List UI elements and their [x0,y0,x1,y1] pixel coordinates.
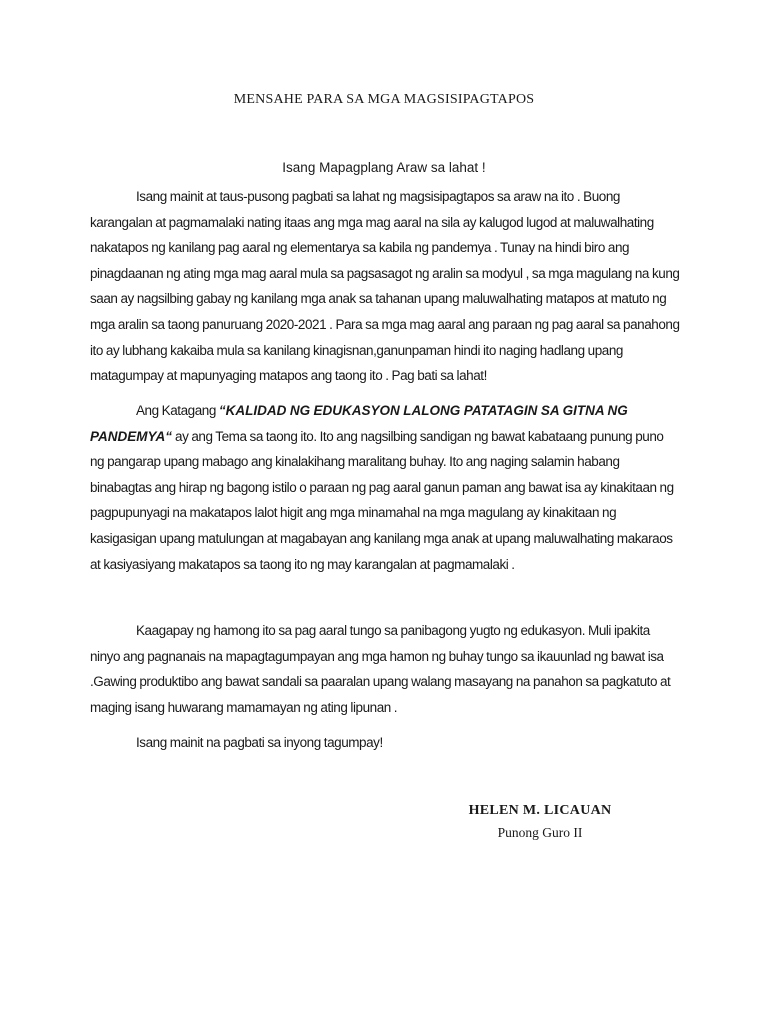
paragraph-1-text: Isang mainit at taus-pusong pagbati sa lahat ng magsisipagtapos sa araw na ito . Buong karangalan at pagmamalaki nating itaas ang mga mag aaral na sila ay kalugod lugod at maluwalhating nakatapos ng kanilang pag aaral ng elementarya sa kabila ng pandemya . Tunay na hindi biro ang pinagdaanan ng ating mga mag aaral mula sa pagsasagot ng aralin sa modyul , sa mga magulang na kung saan ay nagsilbing gabay ng kanilang mga anak sa tahanan upang maluwalhating matapos at matuto ng mga aralin sa taong panuruang 2020-2021 . Para sa mga mag aaral ang paraan ng pag aaral sa panahong ito ay lubhang kakaiba mula sa kanilang kinagisnan,ganunpaman hindi ito naging hadlang upang matagumpay at mapunyaging matapos ang taong ito . Pag bati sa lahat! [90,189,680,384]
greeting-line: Isang Mapagplang Araw sa lahat ! [282,160,486,175]
paragraph-2-intro: Ang Katagang [136,403,219,418]
signatory-position: Punong Guro II [497,825,583,840]
paragraph-2-rest: ay ang Tema sa taong ito. Ito ang nagsilbing sandigan ng bawat kabataang punung puno ng pangarap upang mabago ang kinalakihang maralitang buhay. Ito ang naging salamin habang binabagtas ang hirap ng bagong istilo o paraan ng pag aaral ganun paman ang bawat isa ay kinakitaan ng pagpupunyagi na makatapos lalot higit ang mga minamahal na mga magulang ay kinakitaan ng kasigasigan upang matulungan at magabayan ang kanilang mga anak at upang maluwalhating makaraos at kasiyasiyang makatapos sa taong ito ng may karangalan at pagmamalaki . [90,428,674,572]
paragraph-3 [90,618,680,720]
theme-quote: “KALIDAD NG EDUKASYON LALONG PATATAGIN SA GITNA NG PANDEMYA“ [90,403,628,444]
signatory-name: HELEN M. LICAUAN [468,803,612,818]
document-title: MENSAHE PARA SA MGA MAGSISIPAGTAPOS [233,92,535,107]
paragraph-1 [90,184,680,389]
signature-block [440,800,640,844]
paragraph-4-text: Isang mainit na pagbati sa inyong tagumpay! [136,735,383,750]
paragraph-2 [90,398,680,577]
paragraph-3-text: Kaagapay ng hamong ito sa pag aaral tungo sa panibagong yugto ng edukasyon. Muli ipakita ninyo ang pagnanais na mapagtagumpayan ang mga hamon ng buhay tungo sa ikauunlad ng bawat isa .Gawing produktibo ang bawat sandali sa paaralan upang walang masayang na panahon sa pagkatuto at maging isang huwarang mamamayan ng ating lipunan . [90,623,671,715]
paragraph-2-text [90,398,680,577]
paragraph-4 [90,730,680,756]
